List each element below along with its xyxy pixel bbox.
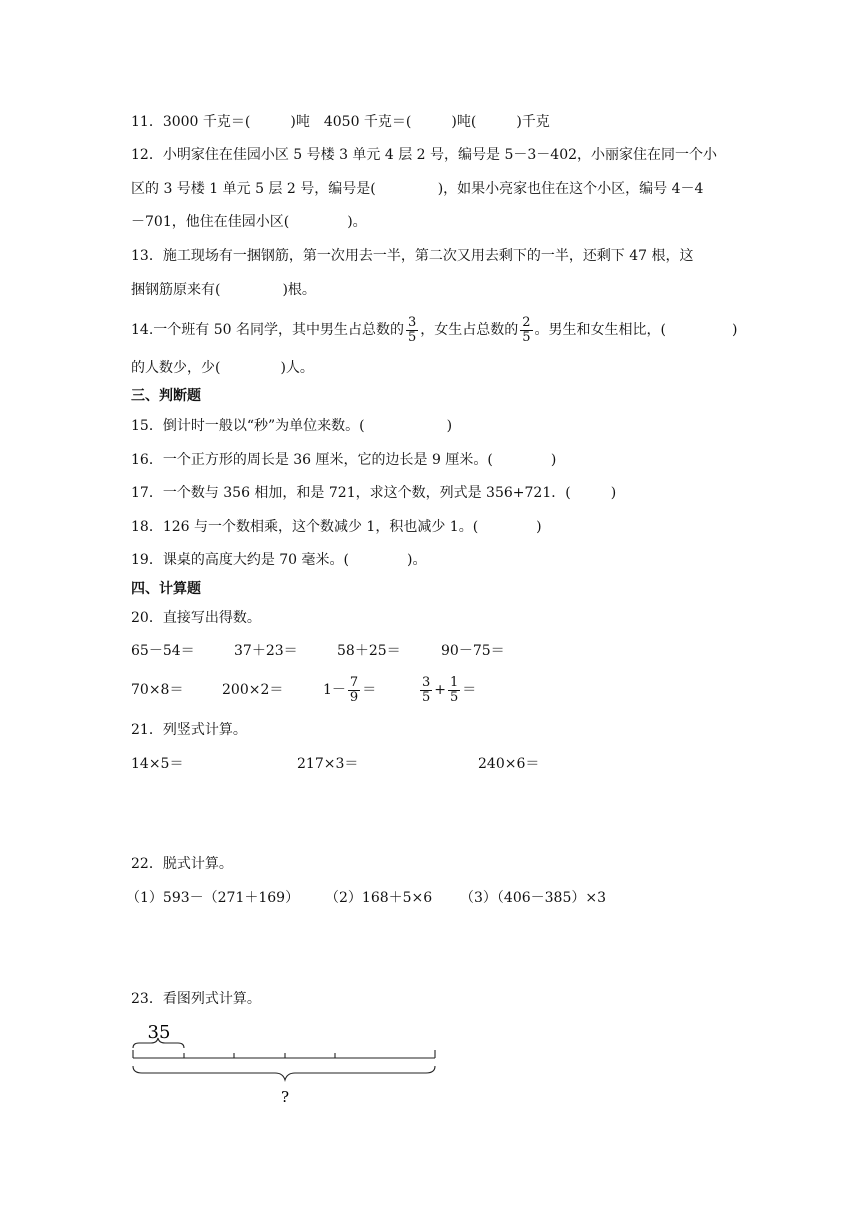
q21-title: 21．列竖式计算。 [131,722,247,738]
q19-text: 19．课桌的高度大约是 70 毫米。( [131,552,349,568]
q23-title: 23．看图列式计算。 [131,991,261,1007]
q12-line-1: 12．小明家住在佳园小区 5 号楼 3 单元 4 层 2 号，编号是 5－3－402，小丽家住在同一个小 [131,147,718,163]
q20-item-3: 58＋25＝ [337,643,401,659]
q12-line-2b: )，如果小亮家也住在这个小区，编号 4－4 [437,181,704,197]
section-judgement-heading: 三、判断题 [131,388,201,404]
q20-item-8: $\frac{3}{5}$ + $\frac{1}{5}$ ＝ [422,674,477,705]
q11-text-4: )吨( [451,114,477,130]
q11-text-3: 4050 千克＝( [323,114,412,130]
q18-close: ) [536,519,542,535]
question-19 [131,550,426,570]
q15-close: ) [446,418,453,434]
q20-item-2: 37＋23＝ [234,643,298,659]
q12-line-3a: －701，他住在佳园小区( [131,214,290,230]
question-17 [131,483,616,503]
q21-item-1: 14×5＝ [131,756,184,772]
q12-line-3b: )。 [347,214,367,230]
q20-title: 20．直接写出得数。 [131,610,261,626]
q14-line-2 [131,358,314,378]
q17-close: ) [610,485,617,501]
q23-top-label: 35 [147,1022,171,1043]
q16-text: 16．一个正方形的周长是 36 厘米，它的边长是 9 厘米。( [131,452,493,468]
q23-bottom-label: ? [280,1088,290,1106]
q18-text: 18．126 与一个数相乘，这个数减少 1，积也减少 1。( [131,519,479,535]
q21-item-2: 217×3＝ [297,756,359,772]
q20-item-5: 70×8＝ [131,682,184,698]
q14-text-3: 。男生和女生相比，( [534,322,667,338]
q14-text-4: ) [732,322,738,338]
q15-text: 15．倒计时一般以“秒”为单位来数。( [131,418,365,434]
q12-line-2 [131,179,703,199]
q19-close: )。 [407,552,427,568]
q20-item-7: 1－ $\frac{7}{9}$ ＝ [323,674,377,705]
q16-close: ) [550,452,557,468]
q14-text-2: ，女生占总数的 [420,322,519,338]
q11-text-1: 3000 千克＝( [162,114,251,130]
q14-line-1 [131,312,737,348]
question-16 [131,450,556,470]
question-11 [131,112,550,132]
q14-line-2b: )人。 [280,360,314,376]
q13-line-2a: 捆钢筋原来有( [131,282,221,298]
q13-line-2 [131,280,316,300]
q13-line-1: 13．施工现场有一捆钢筋，第一次用去一半，第二次又用去剩下的一半，还剩下 47 根，这 [131,248,694,264]
q11-text-2: )吨 [290,114,310,130]
q20-item-1: 65－54＝ [131,643,195,659]
q14-text-1: 14.一个班有 50 名同学，其中男生占总数的 [131,322,404,338]
q20-fraction-1-5: $\frac{1}{5}$ [450,674,459,705]
q12-line-2a: 区的 3 号楼 1 单元 5 层 2 号，编号是( [131,181,376,197]
q14-fraction-2: $\frac{2}{5}$ [522,314,531,345]
section-calculation-heading: 四、计算题 [131,581,201,597]
q14-line-2a: 的人数少，少( [131,360,221,376]
q23-line-diagram [120,1010,450,1110]
q17-text: 17．一个数与 356 相加，和是 721，求这个数，列式是 356+721．( [131,485,571,501]
q14-fraction-1: $\frac{3}{5}$ [407,314,417,345]
question-18 [131,517,542,537]
q21-item-3: 240×6＝ [478,756,540,772]
q20-fraction-7-9: $\frac{7}{9}$ [349,674,359,705]
question-15 [131,416,452,436]
q23-bottom-brace [133,1066,435,1080]
q22-title: 22．脱式计算。 [131,856,233,872]
q20-item-4: 90－75＝ [441,643,505,659]
q20-item-6: 200×2＝ [222,682,284,698]
q22-item-3: （3）（406－385）×3 [460,890,606,906]
q20-fraction-3-5: $\frac{3}{5}$ [422,674,431,705]
q22-item-2: （2）168＋5×6 [325,890,433,906]
q11-text-5: )千克 [516,114,550,130]
q13-line-2b: )根。 [282,282,316,298]
q22-item-1: （1）593－（271＋169） [126,890,300,906]
q11-number: 11． [131,114,163,130]
q12-line-3 [131,212,367,232]
